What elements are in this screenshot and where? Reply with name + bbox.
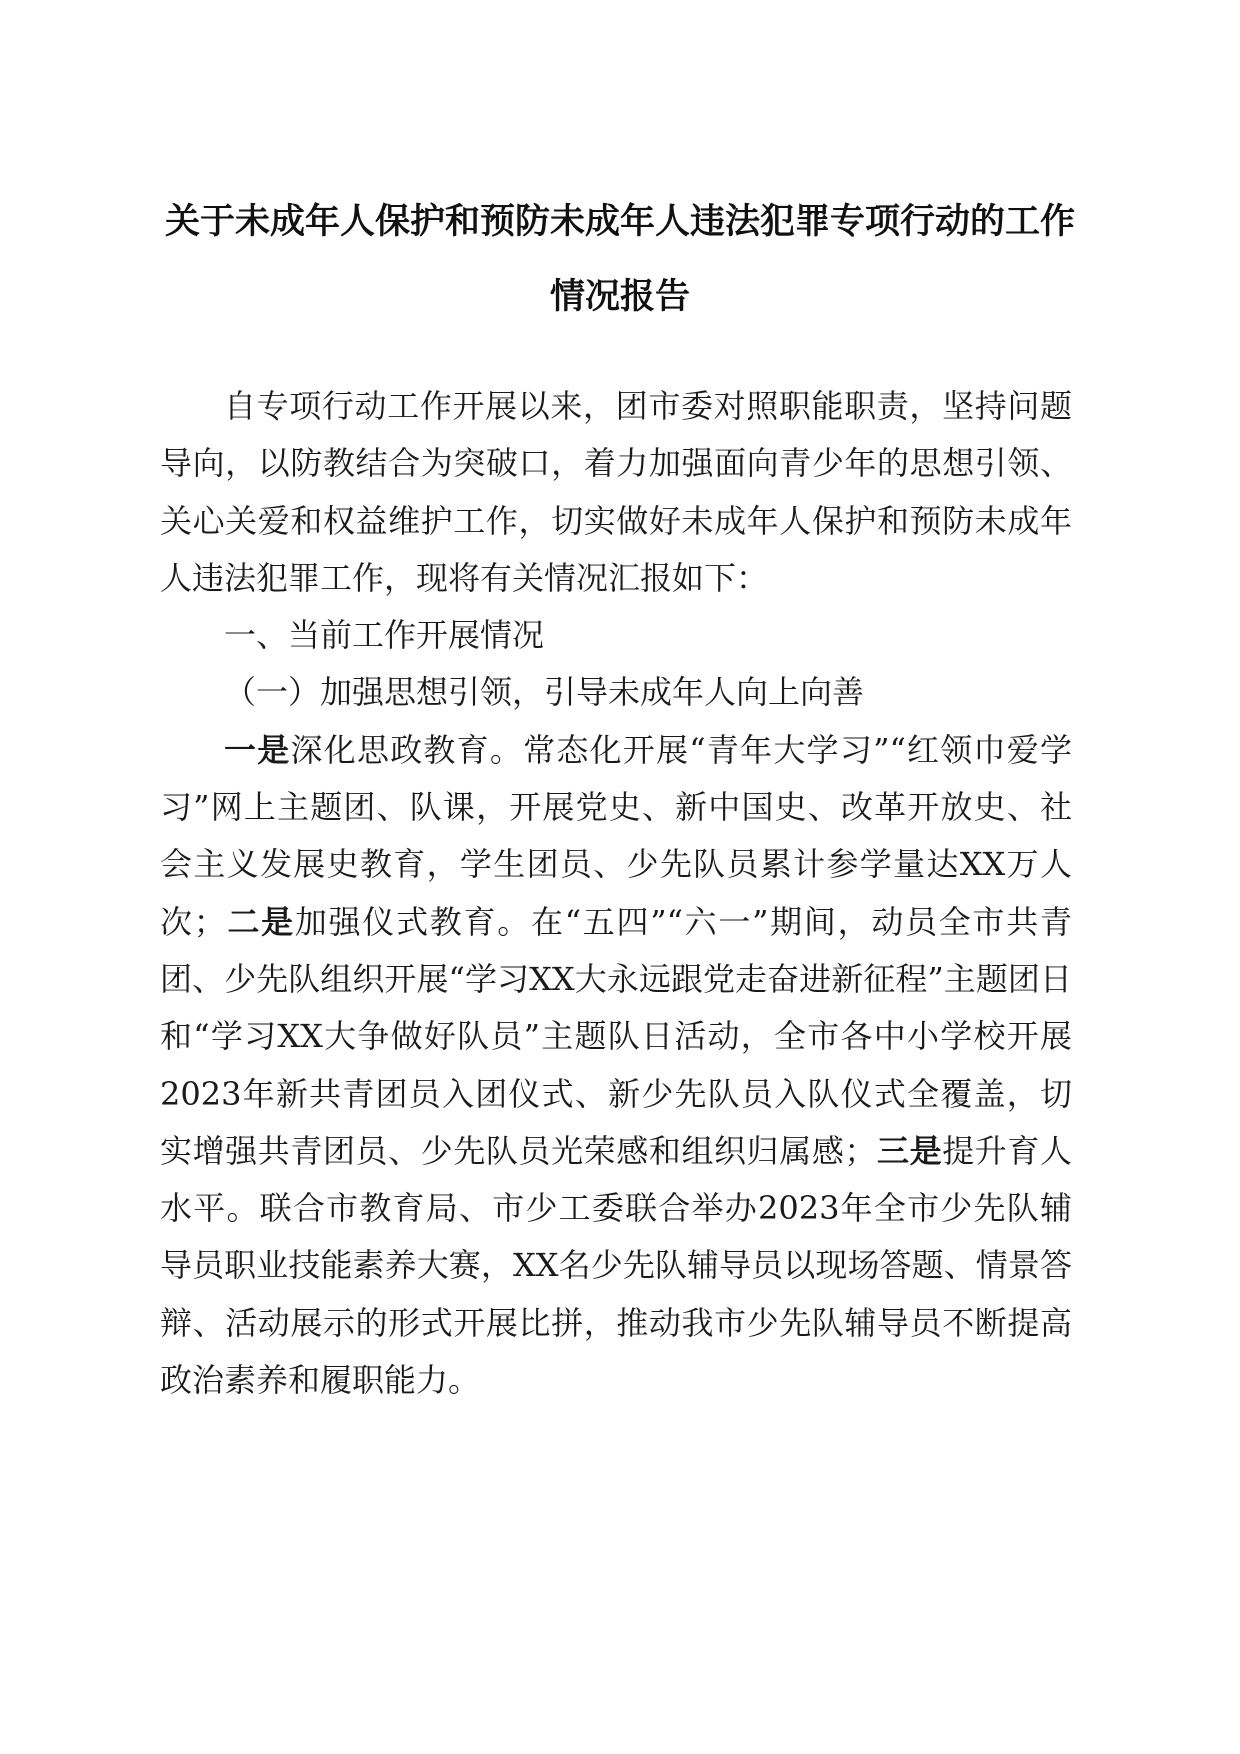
body-paragraph xyxy=(160,722,1072,1410)
paragraph-text: 加强仪式教育。在“五四”“六一”期间，动员全市共青团、少先队组织开展“学习XX大永远跟党走奋进新征程”主题团日和“学习XX大争做好队员”主题队日活动，全市各中小学校开展2023年新共青团员入团仪式、新少先队员入队仪式全覆盖，切实增强共青团员、少先队员光荣感和组织归属感； xyxy=(160,902,1072,1170)
document-title: 关于未成年人保护和预防未成年人违法犯罪专项行动的工作情况报告 xyxy=(164,202,1075,317)
paragraph-text: 深化思政教育。常态化开展“青年大学习”“红领巾爱学习”网上主题团、队课，开展党史、新中国史、改革开放史、社会主义发展史教育，学生团员、少先队员累计参学量达XX万人次； xyxy=(160,730,1072,941)
lead-phrase: 一是 xyxy=(224,730,291,769)
paragraph-text: 提升育人水平。联合市教育局、市少工委联合举办2023年全市少先队辅导员职业技能素养大赛，XX名少先队辅导员以现场答题、情景答辩、活动展示的形式开展比拼，推动我市少先队辅导员不断提高政治素养和履职能力。 xyxy=(160,1131,1072,1400)
section-heading: 一、当前工作开展情况 xyxy=(224,616,545,655)
lead-phrase: 二是 xyxy=(225,902,295,941)
lead-phrase: 三是 xyxy=(876,1131,943,1170)
subsection-heading: （一）加强思想引领，引导未成年人向上向善 xyxy=(224,673,865,712)
intro-paragraph: 自专项行动工作开展以来，团市委对照职能职责，坚持问题导向，以防教结合为突破口，着力加强面向青少年的思想引领、关心关爱和权益维护工作，切实做好未成年人保护和预防未成年人违法犯罪工作，现将有关情况汇报如下： xyxy=(160,387,1072,597)
document-body xyxy=(160,378,1072,1409)
